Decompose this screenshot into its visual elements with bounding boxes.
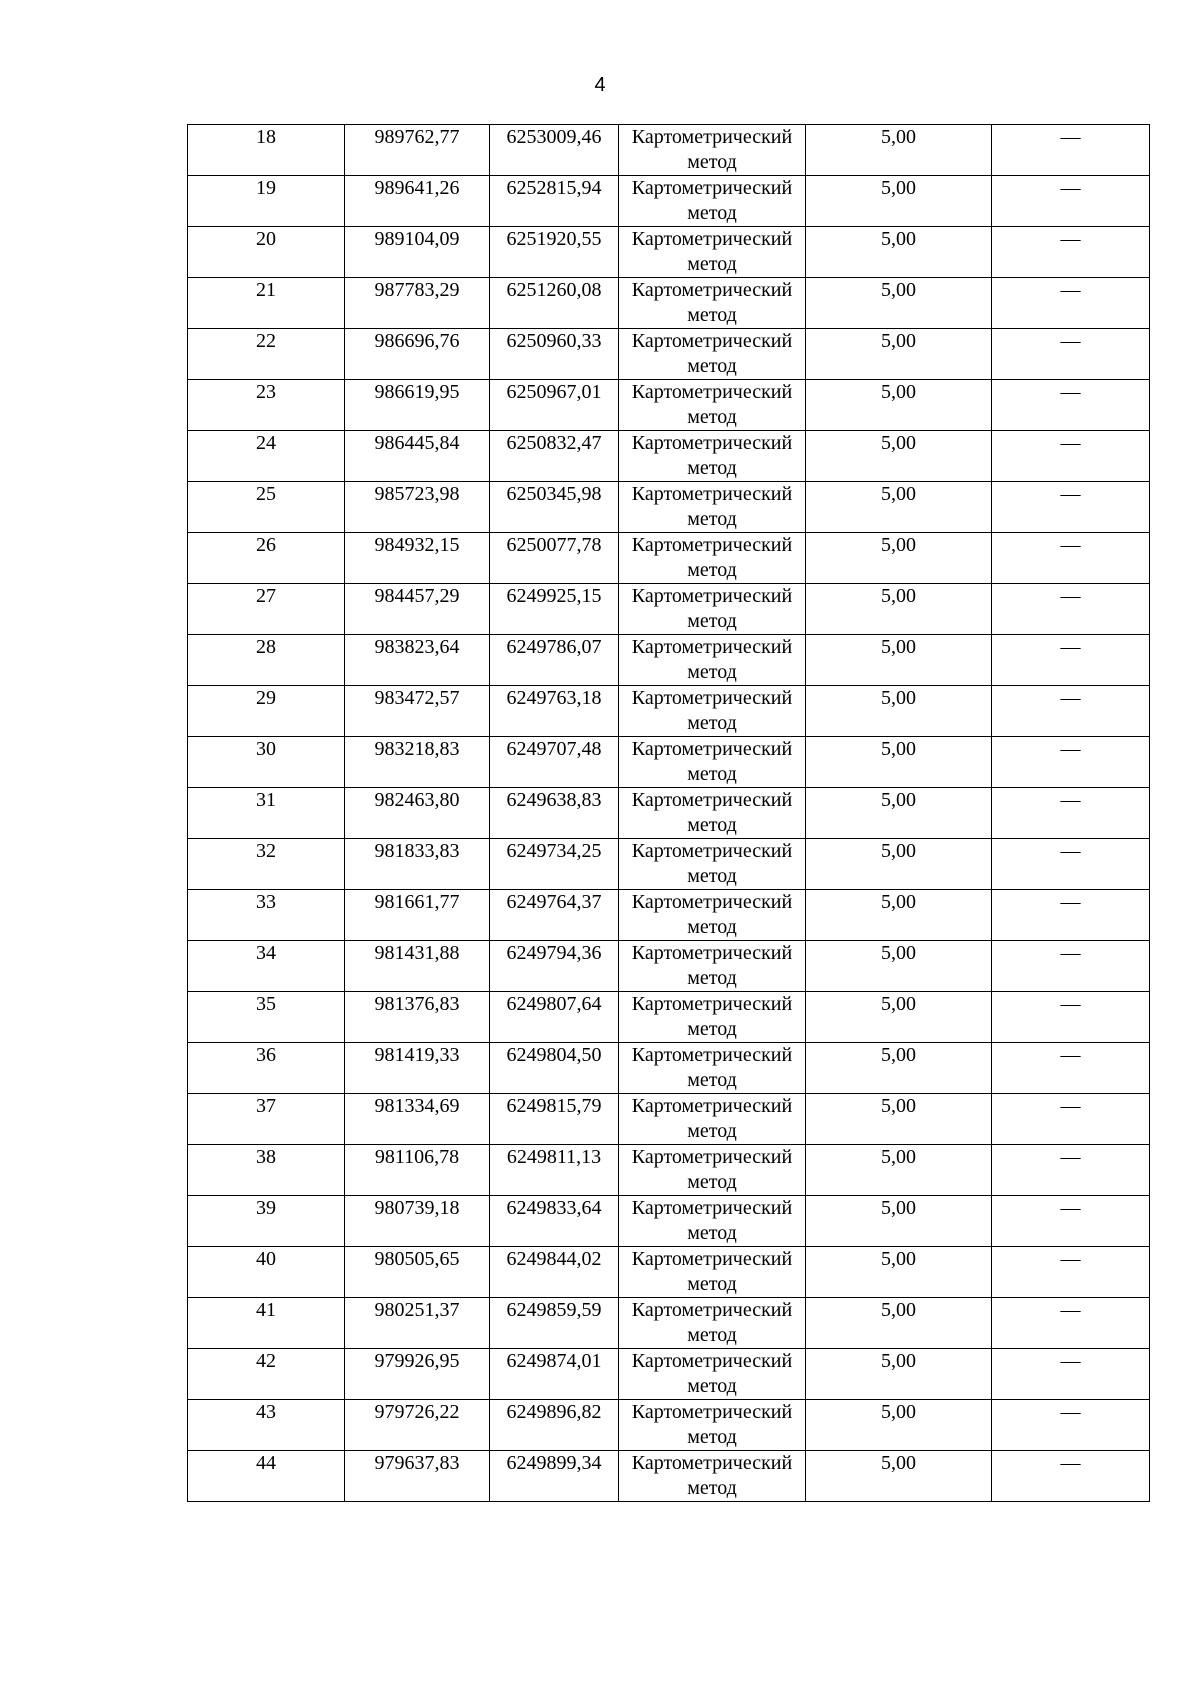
y-coordinate-cell: 6250345,98 bbox=[490, 482, 619, 533]
method-cell: Картометрический метод bbox=[619, 788, 806, 839]
table-row bbox=[188, 380, 1150, 431]
precision-cell: 5,00 bbox=[806, 737, 992, 788]
precision-cell: 5,00 bbox=[806, 1451, 992, 1502]
y-coordinate-cell: 6249811,13 bbox=[490, 1145, 619, 1196]
precision-cell: 5,00 bbox=[806, 584, 992, 635]
y-coordinate-cell: 6249859,59 bbox=[490, 1298, 619, 1349]
point-number-cell: 40 bbox=[188, 1247, 345, 1298]
point-number-cell: 32 bbox=[188, 839, 345, 890]
note-cell: — bbox=[992, 635, 1150, 686]
y-coordinate-cell: 6251260,08 bbox=[490, 278, 619, 329]
point-number-cell: 20 bbox=[188, 227, 345, 278]
table-row bbox=[188, 1094, 1150, 1145]
table-row bbox=[188, 125, 1150, 176]
method-cell: Картометрический метод bbox=[619, 1400, 806, 1451]
precision-cell: 5,00 bbox=[806, 1145, 992, 1196]
table-row bbox=[188, 1196, 1150, 1247]
table-row bbox=[188, 176, 1150, 227]
note-cell: — bbox=[992, 380, 1150, 431]
note-cell: — bbox=[992, 176, 1150, 227]
x-coordinate-cell: 983472,57 bbox=[345, 686, 490, 737]
point-number-cell: 30 bbox=[188, 737, 345, 788]
precision-cell: 5,00 bbox=[806, 941, 992, 992]
x-coordinate-cell: 989641,26 bbox=[345, 176, 490, 227]
point-number-cell: 24 bbox=[188, 431, 345, 482]
method-cell: Картометрический метод bbox=[619, 1196, 806, 1247]
point-number-cell: 27 bbox=[188, 584, 345, 635]
method-cell: Картометрический метод bbox=[619, 584, 806, 635]
y-coordinate-cell: 6251920,55 bbox=[490, 227, 619, 278]
y-coordinate-cell: 6250967,01 bbox=[490, 380, 619, 431]
method-cell: Картометрический метод bbox=[619, 1298, 806, 1349]
method-cell: Картометрический метод bbox=[619, 992, 806, 1043]
y-coordinate-cell: 6249874,01 bbox=[490, 1349, 619, 1400]
y-coordinate-cell: 6249794,36 bbox=[490, 941, 619, 992]
table-row bbox=[188, 1145, 1150, 1196]
point-number-cell: 29 bbox=[188, 686, 345, 737]
point-number-cell: 21 bbox=[188, 278, 345, 329]
table-row bbox=[188, 941, 1150, 992]
point-number-cell: 19 bbox=[188, 176, 345, 227]
x-coordinate-cell: 989762,77 bbox=[345, 125, 490, 176]
precision-cell: 5,00 bbox=[806, 1247, 992, 1298]
y-coordinate-cell: 6250832,47 bbox=[490, 431, 619, 482]
method-cell: Картометрический метод bbox=[619, 431, 806, 482]
page-number: 4 bbox=[594, 74, 606, 96]
precision-cell: 5,00 bbox=[806, 380, 992, 431]
method-cell: Картометрический метод bbox=[619, 839, 806, 890]
x-coordinate-cell: 984932,15 bbox=[345, 533, 490, 584]
precision-cell: 5,00 bbox=[806, 1298, 992, 1349]
method-cell: Картометрический метод bbox=[619, 737, 806, 788]
precision-cell: 5,00 bbox=[806, 329, 992, 380]
x-coordinate-cell: 983823,64 bbox=[345, 635, 490, 686]
precision-cell: 5,00 bbox=[806, 890, 992, 941]
y-coordinate-cell: 6249833,64 bbox=[490, 1196, 619, 1247]
x-coordinate-cell: 982463,80 bbox=[345, 788, 490, 839]
y-coordinate-cell: 6253009,46 bbox=[490, 125, 619, 176]
table-row bbox=[188, 1400, 1150, 1451]
y-coordinate-cell: 6249925,15 bbox=[490, 584, 619, 635]
x-coordinate-cell: 983218,83 bbox=[345, 737, 490, 788]
point-number-cell: 43 bbox=[188, 1400, 345, 1451]
method-cell: Картометрический метод bbox=[619, 1043, 806, 1094]
x-coordinate-cell: 979726,22 bbox=[345, 1400, 490, 1451]
note-cell: — bbox=[992, 686, 1150, 737]
precision-cell: 5,00 bbox=[806, 635, 992, 686]
note-cell: — bbox=[992, 737, 1150, 788]
table-row bbox=[188, 1451, 1150, 1502]
note-cell: — bbox=[992, 278, 1150, 329]
method-cell: Картометрический метод bbox=[619, 176, 806, 227]
y-coordinate-cell: 6249786,07 bbox=[490, 635, 619, 686]
precision-cell: 5,00 bbox=[806, 1043, 992, 1094]
y-coordinate-cell: 6250077,78 bbox=[490, 533, 619, 584]
table-row bbox=[188, 1247, 1150, 1298]
x-coordinate-cell: 980505,65 bbox=[345, 1247, 490, 1298]
method-cell: Картометрический метод bbox=[619, 686, 806, 737]
x-coordinate-cell: 981376,83 bbox=[345, 992, 490, 1043]
note-cell: — bbox=[992, 584, 1150, 635]
table-row bbox=[188, 227, 1150, 278]
y-coordinate-cell: 6249734,25 bbox=[490, 839, 619, 890]
table-row bbox=[188, 278, 1150, 329]
table-row bbox=[188, 992, 1150, 1043]
note-cell: — bbox=[992, 1196, 1150, 1247]
x-coordinate-cell: 985723,98 bbox=[345, 482, 490, 533]
method-cell: Картометрический метод bbox=[619, 125, 806, 176]
note-cell: — bbox=[992, 329, 1150, 380]
x-coordinate-cell: 979926,95 bbox=[345, 1349, 490, 1400]
point-number-cell: 41 bbox=[188, 1298, 345, 1349]
y-coordinate-cell: 6249899,34 bbox=[490, 1451, 619, 1502]
x-coordinate-cell: 981431,88 bbox=[345, 941, 490, 992]
y-coordinate-cell: 6252815,94 bbox=[490, 176, 619, 227]
method-cell: Картометрический метод bbox=[619, 1247, 806, 1298]
x-coordinate-cell: 986619,95 bbox=[345, 380, 490, 431]
table-row bbox=[188, 482, 1150, 533]
note-cell: — bbox=[992, 1043, 1150, 1094]
x-coordinate-cell: 984457,29 bbox=[345, 584, 490, 635]
y-coordinate-cell: 6249804,50 bbox=[490, 1043, 619, 1094]
method-cell: Картометрический метод bbox=[619, 278, 806, 329]
precision-cell: 5,00 bbox=[806, 1196, 992, 1247]
method-cell: Картометрический метод bbox=[619, 227, 806, 278]
table-row bbox=[188, 890, 1150, 941]
y-coordinate-cell: 6249764,37 bbox=[490, 890, 619, 941]
table-row bbox=[188, 635, 1150, 686]
point-number-cell: 35 bbox=[188, 992, 345, 1043]
method-cell: Картометрический метод bbox=[619, 329, 806, 380]
note-cell: — bbox=[992, 482, 1150, 533]
point-number-cell: 31 bbox=[188, 788, 345, 839]
note-cell: — bbox=[992, 125, 1150, 176]
x-coordinate-cell: 987783,29 bbox=[345, 278, 490, 329]
note-cell: — bbox=[992, 1298, 1150, 1349]
point-number-cell: 34 bbox=[188, 941, 345, 992]
y-coordinate-cell: 6250960,33 bbox=[490, 329, 619, 380]
coordinates-table-body bbox=[188, 125, 1150, 1502]
x-coordinate-cell: 981106,78 bbox=[345, 1145, 490, 1196]
precision-cell: 5,00 bbox=[806, 125, 992, 176]
note-cell: — bbox=[992, 227, 1150, 278]
note-cell: — bbox=[992, 890, 1150, 941]
table-row bbox=[188, 329, 1150, 380]
method-cell: Картометрический метод bbox=[619, 533, 806, 584]
table-row bbox=[188, 584, 1150, 635]
x-coordinate-cell: 981833,83 bbox=[345, 839, 490, 890]
method-cell: Картометрический метод bbox=[619, 1094, 806, 1145]
point-number-cell: 37 bbox=[188, 1094, 345, 1145]
precision-cell: 5,00 bbox=[806, 482, 992, 533]
table-row bbox=[188, 1349, 1150, 1400]
precision-cell: 5,00 bbox=[806, 533, 992, 584]
point-number-cell: 33 bbox=[188, 890, 345, 941]
precision-cell: 5,00 bbox=[806, 1094, 992, 1145]
note-cell: — bbox=[992, 941, 1150, 992]
point-number-cell: 23 bbox=[188, 380, 345, 431]
y-coordinate-cell: 6249896,82 bbox=[490, 1400, 619, 1451]
y-coordinate-cell: 6249707,48 bbox=[490, 737, 619, 788]
table-row bbox=[188, 1298, 1150, 1349]
method-cell: Картометрический метод bbox=[619, 890, 806, 941]
point-number-cell: 39 bbox=[188, 1196, 345, 1247]
x-coordinate-cell: 980251,37 bbox=[345, 1298, 490, 1349]
precision-cell: 5,00 bbox=[806, 1349, 992, 1400]
x-coordinate-cell: 986696,76 bbox=[345, 329, 490, 380]
precision-cell: 5,00 bbox=[806, 278, 992, 329]
note-cell: — bbox=[992, 1451, 1150, 1502]
note-cell: — bbox=[992, 533, 1150, 584]
method-cell: Картометрический метод bbox=[619, 941, 806, 992]
x-coordinate-cell: 986445,84 bbox=[345, 431, 490, 482]
note-cell: — bbox=[992, 431, 1150, 482]
note-cell: — bbox=[992, 1247, 1150, 1298]
x-coordinate-cell: 989104,09 bbox=[345, 227, 490, 278]
note-cell: — bbox=[992, 1349, 1150, 1400]
point-number-cell: 28 bbox=[188, 635, 345, 686]
x-coordinate-cell: 980739,18 bbox=[345, 1196, 490, 1247]
x-coordinate-cell: 981661,77 bbox=[345, 890, 490, 941]
table-row bbox=[188, 788, 1150, 839]
method-cell: Картометрический метод bbox=[619, 635, 806, 686]
point-number-cell: 22 bbox=[188, 329, 345, 380]
precision-cell: 5,00 bbox=[806, 431, 992, 482]
x-coordinate-cell: 981334,69 bbox=[345, 1094, 490, 1145]
coordinates-table bbox=[187, 124, 1150, 1502]
point-number-cell: 44 bbox=[188, 1451, 345, 1502]
note-cell: — bbox=[992, 1094, 1150, 1145]
precision-cell: 5,00 bbox=[806, 992, 992, 1043]
point-number-cell: 25 bbox=[188, 482, 345, 533]
table-row bbox=[188, 737, 1150, 788]
precision-cell: 5,00 bbox=[806, 788, 992, 839]
note-cell: — bbox=[992, 839, 1150, 890]
point-number-cell: 26 bbox=[188, 533, 345, 584]
precision-cell: 5,00 bbox=[806, 686, 992, 737]
table-row bbox=[188, 533, 1150, 584]
table-row bbox=[188, 1043, 1150, 1094]
point-number-cell: 38 bbox=[188, 1145, 345, 1196]
method-cell: Картометрический метод bbox=[619, 482, 806, 533]
point-number-cell: 18 bbox=[188, 125, 345, 176]
table-row bbox=[188, 431, 1150, 482]
x-coordinate-cell: 979637,83 bbox=[345, 1451, 490, 1502]
y-coordinate-cell: 6249815,79 bbox=[490, 1094, 619, 1145]
method-cell: Картометрический метод bbox=[619, 1451, 806, 1502]
note-cell: — bbox=[992, 1145, 1150, 1196]
precision-cell: 5,00 bbox=[806, 227, 992, 278]
y-coordinate-cell: 6249844,02 bbox=[490, 1247, 619, 1298]
method-cell: Картометрический метод bbox=[619, 380, 806, 431]
y-coordinate-cell: 6249638,83 bbox=[490, 788, 619, 839]
method-cell: Картометрический метод bbox=[619, 1145, 806, 1196]
y-coordinate-cell: 6249807,64 bbox=[490, 992, 619, 1043]
method-cell: Картометрический метод bbox=[619, 1349, 806, 1400]
precision-cell: 5,00 bbox=[806, 176, 992, 227]
note-cell: — bbox=[992, 788, 1150, 839]
note-cell: — bbox=[992, 1400, 1150, 1451]
note-cell: — bbox=[992, 992, 1150, 1043]
point-number-cell: 42 bbox=[188, 1349, 345, 1400]
table-row bbox=[188, 686, 1150, 737]
y-coordinate-cell: 6249763,18 bbox=[490, 686, 619, 737]
point-number-cell: 36 bbox=[188, 1043, 345, 1094]
precision-cell: 5,00 bbox=[806, 1400, 992, 1451]
x-coordinate-cell: 981419,33 bbox=[345, 1043, 490, 1094]
precision-cell: 5,00 bbox=[806, 839, 992, 890]
table-row bbox=[188, 839, 1150, 890]
